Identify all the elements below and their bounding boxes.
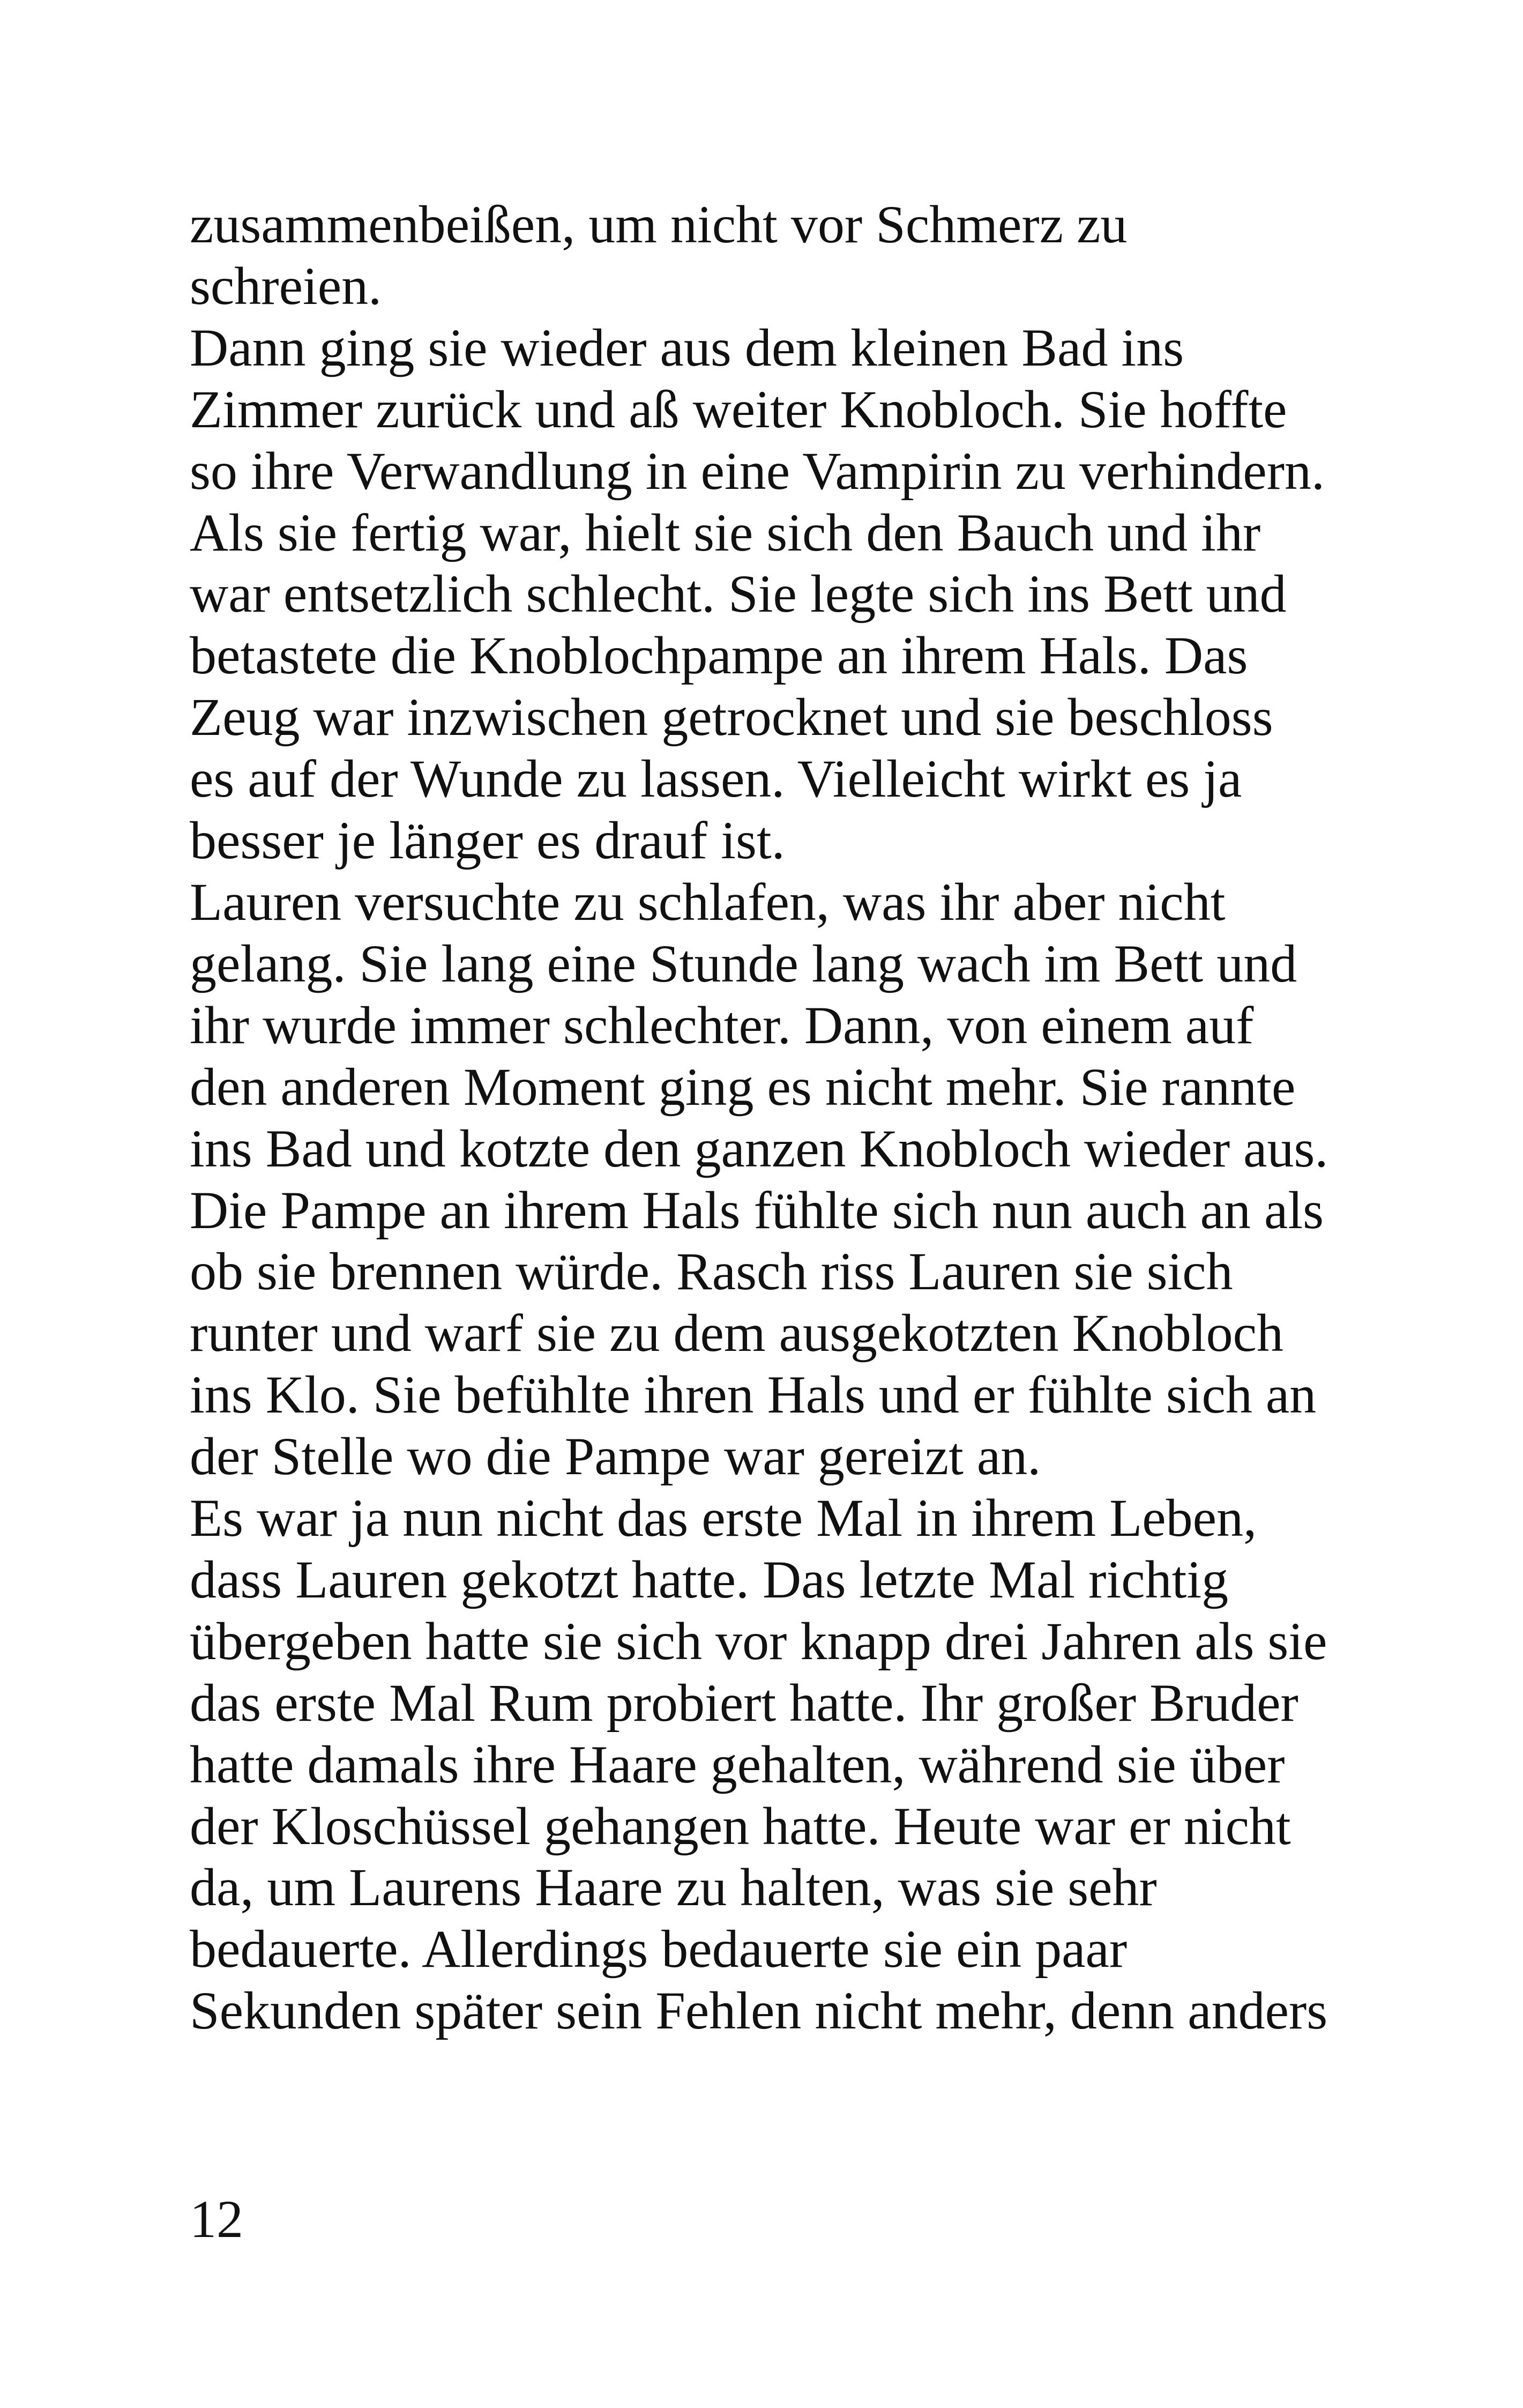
text-line: der Stelle wo die Pampe war gereizt an. bbox=[190, 1426, 1041, 1487]
page-number: 12 bbox=[190, 2189, 243, 2249]
text-line: den anderen Moment ging es nicht mehr. Sie rannte bbox=[190, 1057, 1296, 1117]
text-line: zusammenbeißen, um nicht vor Schmerz zu bbox=[190, 195, 1128, 254]
text-line: besser je länger es drauf ist. bbox=[190, 811, 785, 871]
text-line: gelang. Sie lang eine Stunde lang wach im Bett und bbox=[190, 933, 1297, 993]
text-line: ins Klo. Sie befühlte ihren Hals und er fühlte sich an bbox=[190, 1365, 1317, 1425]
text-line: war entsetzlich schlecht. Sie legte sich ins Bett und bbox=[190, 564, 1287, 624]
body-text bbox=[190, 194, 1369, 2042]
text-line: dass Lauren gekotzt hatte. Das letzte Mal richtig bbox=[190, 1549, 1229, 1609]
text-line: hatte damals ihre Haare gehalten, während sie über bbox=[190, 1734, 1285, 1794]
text-line: so ihre Verwandlung in eine Vampirin zu verhindern. bbox=[190, 441, 1325, 501]
text-line: Die Pampe an ihrem Hals fühlte sich nun auch an als bbox=[190, 1180, 1324, 1240]
text-line: bedauerte. Allerdings bedauerte sie ein paar bbox=[190, 1919, 1128, 1979]
text-line: der Kloschüssel gehangen hatte. Heute war er nicht bbox=[190, 1796, 1291, 1856]
text-line: betastete die Knoblochpampe an ihrem Hals. Das bbox=[190, 626, 1248, 686]
text-line: ins Bad und kotzte den ganzen Knobloch wieder aus. bbox=[190, 1118, 1328, 1178]
text-line: schreien. bbox=[190, 256, 382, 316]
text-line: übergeben hatte sie sich vor knapp drei Jahren als sie bbox=[190, 1611, 1327, 1671]
text-line: da, um Laurens Haare zu halten, was sie sehr bbox=[190, 1857, 1157, 1918]
text-line: Als sie fertig war, hielt sie sich den Bauch und ihr bbox=[190, 502, 1261, 562]
text-line: Zimmer zurück und aß weiter Knobloch. Sie hoffte bbox=[190, 379, 1287, 439]
text-line: es auf der Wunde zu lassen. Vielleicht wirkt es ja bbox=[190, 749, 1242, 809]
text-line: Dann ging sie wieder aus dem kleinen Bad ins bbox=[190, 317, 1184, 377]
text-line: runter und warf sie zu dem ausgekotzten Knobloch bbox=[190, 1303, 1284, 1363]
text-line: Es war ja nun nicht das erste Mal in ihrem Leben, bbox=[190, 1488, 1257, 1548]
text-line: Lauren versuchte zu schlafen, was ihr aber nicht bbox=[190, 872, 1226, 932]
text-line: ihr wurde immer schlechter. Dann, von einem auf bbox=[190, 995, 1254, 1055]
text-line: das erste Mal Rum probiert hatte. Ihr großer Bruder bbox=[190, 1673, 1298, 1733]
text-line: ob sie brennen würde. Rasch riss Lauren sie sich bbox=[190, 1242, 1233, 1302]
text-line: Zeug war inzwischen getrocknet und sie beschloss bbox=[190, 687, 1273, 747]
text-line: Sekunden später sein Fehlen nicht mehr, denn anders bbox=[190, 1981, 1328, 2041]
